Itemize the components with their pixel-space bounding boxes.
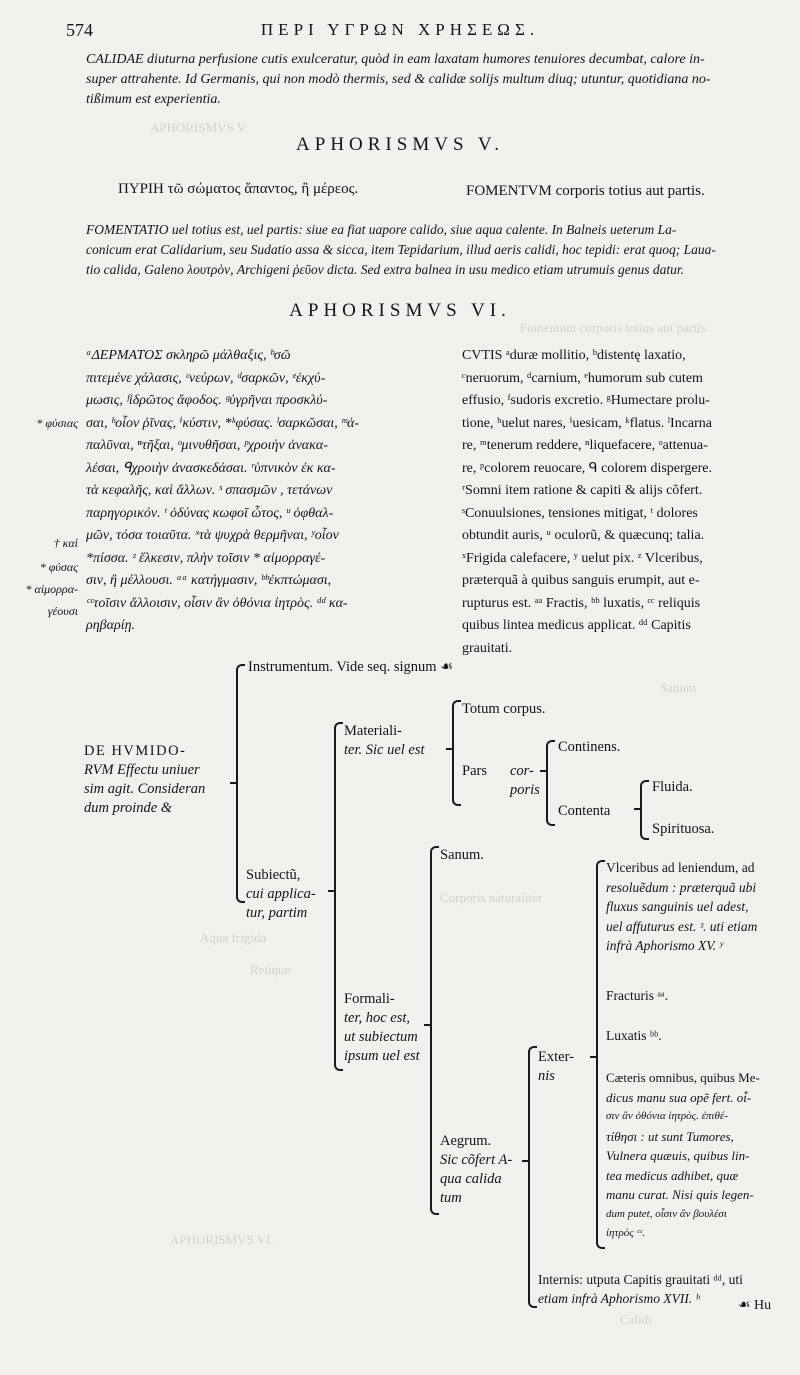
ceteris-line: σιν ἂν ὀθόνια ἰητρὸς. ἐπιθέ- xyxy=(606,1110,728,1122)
margin-note: * φύσιας xyxy=(36,416,78,430)
pars-line: poris xyxy=(510,782,540,798)
text-line: ᶜneruorum, ᵈcarnium, ᵉhumorum sub cutem xyxy=(462,370,703,386)
brace-point xyxy=(540,770,546,772)
text-line: tione, ʰuelut nares, ⁱuesicam, ᵏflatus. ˡIncarna xyxy=(462,415,713,431)
aphorism-6-greek-column xyxy=(86,345,446,638)
text-line: re, ᵖcolorem reuocare, ᑫ colorem dispergere. xyxy=(462,460,712,476)
brace-point xyxy=(328,890,334,892)
text-line: CALIDAE diuturna perfusione cutis exulceratur, quòd in eam laxatam humores tenuiores decumbat, calore in- xyxy=(86,52,705,67)
node-fluida: Fluida. xyxy=(652,779,693,795)
bleed-through-text: Calidi xyxy=(620,1312,652,1327)
brace-point xyxy=(634,808,640,810)
node-ulceribus xyxy=(606,858,757,956)
intro-paragraph xyxy=(86,50,786,110)
aegrum-line: qua calida xyxy=(440,1171,502,1187)
bleed-through-text: Sanum xyxy=(660,680,697,695)
ceteris-line: τίθησι : ut sunt Tumores, xyxy=(606,1128,734,1144)
text-line: ʳSomni item ratione & capiti & alijs cõfert. xyxy=(462,483,703,498)
ceteris-line: dum putet, οἷσιν ἂν βουλέσι xyxy=(606,1207,727,1220)
bleed-through-text: Corporis naturaliter xyxy=(440,890,543,905)
bleed-through-text: APHORISMVS V. xyxy=(150,120,248,135)
margin-note: * φύσας xyxy=(39,560,78,574)
aegrum-line: tum xyxy=(440,1190,462,1206)
root-line: RVM Effectu uniuer xyxy=(84,762,200,778)
brace-formaliter xyxy=(430,846,439,1215)
externis-line: Exter- xyxy=(538,1049,574,1065)
text-line: super attrahente. Id Germanis, qui non modò thermis, sed & calidæ solijs multum diuq; utuntur, quotidiana no- xyxy=(86,72,711,87)
diagram-root xyxy=(84,742,205,818)
brace-aegrum xyxy=(528,1046,537,1308)
subiectum-line: cui applica- xyxy=(246,886,316,902)
ceteris-line: dicus manu sua opẽ fert. οἷ- xyxy=(606,1089,752,1105)
externis-line: nis xyxy=(538,1068,555,1084)
ceteris-line: Cæteris omnibus, quibus Me- xyxy=(606,1070,760,1085)
text-line: FOMENTATIO uel totius est, uel partis: siue ea fiat uapore calido, siue aqua calente. In Balneis ueterum La- xyxy=(86,222,677,237)
brace-point xyxy=(590,1056,596,1058)
ceteris-line: tea medicus adhibet, quæ xyxy=(606,1167,739,1183)
formaliter-line: ipsum uel est xyxy=(344,1048,420,1064)
aphorism-6-latin-column xyxy=(462,345,792,660)
brace-materialiter xyxy=(452,700,461,806)
brace-pars xyxy=(546,740,555,826)
text-line: ρηβαρίῃ. xyxy=(86,618,136,633)
subiectum-line: tur, partim xyxy=(246,905,308,921)
node-pars-corporis xyxy=(510,762,540,800)
node-totum-corpus: Totum corpus. xyxy=(462,701,546,717)
materialiter-line: ter. Sic uel est xyxy=(344,742,425,758)
text-line: μῶν, τόσα τοιαῦτα. ˣτὰ ψυχρὰ θερμῆναι, ʸοἷον xyxy=(86,528,339,543)
text-line: quibus lintea medicus applicat. ᵈᵈ Capitis xyxy=(462,618,691,633)
catchword: ☙ Hu xyxy=(738,1298,772,1313)
ulceribus-line: infrà Aphorismo XV. ʸ xyxy=(606,938,723,953)
text-line: πιτεμένε χάλασις, ᶜνεύρων, ᵈσαρκῶν, ᵉἐκχύ- xyxy=(86,370,326,386)
node-pars: Pars xyxy=(462,763,487,779)
ulceribus-line: resoluẽdum : præterquã ubi xyxy=(606,879,757,895)
text-line: præterquã à quibus sanguis erumpit, aut e- xyxy=(462,573,700,588)
node-continens: Continens. xyxy=(558,739,621,755)
node-contenta: Contenta xyxy=(558,803,611,819)
ulceribus-line: fluxus sanguinis uel adest, xyxy=(606,899,749,914)
text-line: λέσαι, ᑫχροιὴν ἀνασκεδάσαι. ʳὑπνικὸν ἐκ κα- xyxy=(86,460,336,476)
text-line: obtundit auris, ᵘ oculorũ, & quæcunq; talia. xyxy=(462,528,705,543)
subiectum-line: Subiectũ, xyxy=(246,867,301,883)
brace-point xyxy=(230,782,236,784)
brace-contenta xyxy=(640,780,649,840)
formaliter-line: ut subiectum xyxy=(344,1029,418,1045)
text-line: tio calida, Galeno λουτρὸν, Archigeni ῥεῦον dicta. Sed extra balnea in usu medico etiam utrumuis genus datur. xyxy=(86,262,685,277)
aphorism-5-greek: ΠΥΡΙΗ τῶ σώματος ἅπαντος, ἢ μέρεος. xyxy=(118,181,359,197)
text-line: παλῦναι, ⁿτῆξαι, ᵒμινυθῆσαι, ᵖχροιὴν ἀνακα- xyxy=(86,438,328,453)
text-line: ˣFrigida calefacere, ʸ uelut pix. ᶻ Vlceribus, xyxy=(462,550,703,566)
root-line: sim agit. Consideran xyxy=(84,781,206,797)
text-line: μωσις, ᶠἱδρῶτος ἄφοδος. ᵍὑγρῆναι προσκλύ- xyxy=(86,393,328,408)
text-line: τὰ κεφαλῆς, καὶ ἄλλων. ˢ σπασμῶν , τετάνων xyxy=(86,483,333,498)
text-line: σιν, ἢ μέλλουσι. ᵃᵃ κατήγμασιν, ᵇᵇἐκπτώμασι, xyxy=(86,573,332,588)
page-number: 574 xyxy=(66,20,93,40)
text-line: grauitati. xyxy=(462,640,513,656)
node-formaliter xyxy=(344,990,420,1066)
brace-subiectum xyxy=(334,722,343,1071)
margin-note: γέουσι xyxy=(47,604,78,618)
aegrum-line: Aegrum. xyxy=(440,1133,492,1149)
ulceribus-line: Vlceribus ad leniendum, ad xyxy=(606,860,755,875)
brace-point xyxy=(424,1024,430,1026)
internis-line: etiam infrà Aphorismo XVII. ʰ xyxy=(538,1291,700,1306)
brace-externis xyxy=(596,860,605,1249)
text-line: *πίσσα. ᶻ ἕλκεσιν, πλὴν τοῖσιν * αἱμορραγέ- xyxy=(86,550,326,566)
node-luxatis: Luxatis ᵇᵇ. xyxy=(606,1028,662,1043)
aphorism-6-title: APHORISMVS VI. xyxy=(289,300,511,321)
node-spirituosa: Spirituosa. xyxy=(652,821,715,837)
internis-line: Internis: utputa Capitis grauitati ᵈᵈ, uti xyxy=(538,1272,743,1287)
ulceribus-line: uel affuturus est. ᶻ. uti etiam xyxy=(606,918,758,934)
materialiter-line: Materiali- xyxy=(344,723,402,739)
node-subiectum xyxy=(246,866,316,923)
text-line: ᶜᶜτοῖσιν ἄλλοισιν, οἷσιν ἂν ὀθόνια ἰητρὸς. ᵈᵈ κα- xyxy=(86,595,348,611)
text-line: tißimum est experientia. xyxy=(86,92,221,107)
node-instrumentum: Instrumentum. Vide seq. signum ☙ xyxy=(248,659,454,675)
brace-root xyxy=(236,664,245,903)
ceteris-line: ἰητρὸς ᶜᶜ. xyxy=(606,1227,645,1239)
text-line: rupturus est. ᵃᵃ Fractis, ᵇᵇ luxatis, ᶜᶜ reliquis xyxy=(462,595,701,611)
node-materialiter xyxy=(344,722,425,760)
aphorism-5-title: APHORISMVS V. xyxy=(296,134,504,155)
bleed-through-text: Aqua frigida xyxy=(200,930,267,945)
node-aegrum xyxy=(440,1132,512,1208)
node-externis xyxy=(538,1048,574,1086)
bleed-through-text: Fomentum corporis totius aut partis. xyxy=(520,320,709,335)
aegrum-line: Sic cõfert A- xyxy=(440,1152,513,1168)
root-line: dum proinde & xyxy=(84,800,173,816)
aphorism-5-latin: FOMENTVM corporis totius aut partis. xyxy=(466,183,705,199)
bleed-through-text: Relique xyxy=(250,962,291,977)
formaliter-line: ter, hoc est, xyxy=(344,1010,411,1026)
brace-point xyxy=(446,748,452,750)
ceteris-line: Vulnera quæuis, quibus lin- xyxy=(606,1148,750,1163)
text-line: effusio, ᶠsudoris excretio. ᵍHumectare prolu- xyxy=(462,393,710,408)
margin-note: † καὶ xyxy=(53,536,78,550)
text-line: ˢConuulsiones, tensiones mitigat, ᵗ dolores xyxy=(462,505,698,521)
node-internis xyxy=(538,1270,743,1308)
aphorism-5-commentary xyxy=(86,220,786,280)
node-fracturis: Fracturis ᵃᵃ. xyxy=(606,988,669,1003)
text-line: σαι, ʰοἷον ῥῖνας, ⁱκύστιν, *ᵏφύσας. ˡσαρκῶσαι, ᵐἁ- xyxy=(86,415,360,431)
brace-point xyxy=(522,1160,528,1162)
text-line: conicum erat Calidarium, seu Sudatio assa & sicca, item Tepidarium, illud aeris calidi, hoc tepidi: erat quoq; Laua- xyxy=(86,242,716,257)
pars-line: cor- xyxy=(510,763,534,779)
ceteris-line: manu curat. Nisi quis legen- xyxy=(606,1187,754,1202)
text-line: ᵃΔΕΡΜΑΤΟΣ σκληρῶ μάλθαξις, ᵇσῶ xyxy=(86,348,291,363)
running-head: ΠΕΡΙ ΥΓΡΩΝ ΧΡΗΣΕΩΣ. xyxy=(260,20,540,39)
root-line: DE HVMIDO- xyxy=(84,743,187,759)
node-sanum: Sanum. xyxy=(440,847,484,863)
formaliter-line: Formali- xyxy=(344,991,395,1007)
bleed-through-text: APHORISMVS VI. xyxy=(170,1232,274,1247)
margin-note: * αἱμορρα- xyxy=(25,582,78,596)
text-line: CVTIS ᵃduræ mollitio, ᵇdistentę laxatio, xyxy=(462,348,686,363)
text-line: παρηγορικόν. ᵗ ὀδύνας κωφοῖ ὦτος, ᵘ ὀφθαλ- xyxy=(86,505,334,521)
node-ceteris xyxy=(606,1068,760,1244)
text-line: re, ᵐtenerum reddere, ⁿliquefacere, ᵒattenua- xyxy=(462,438,708,453)
